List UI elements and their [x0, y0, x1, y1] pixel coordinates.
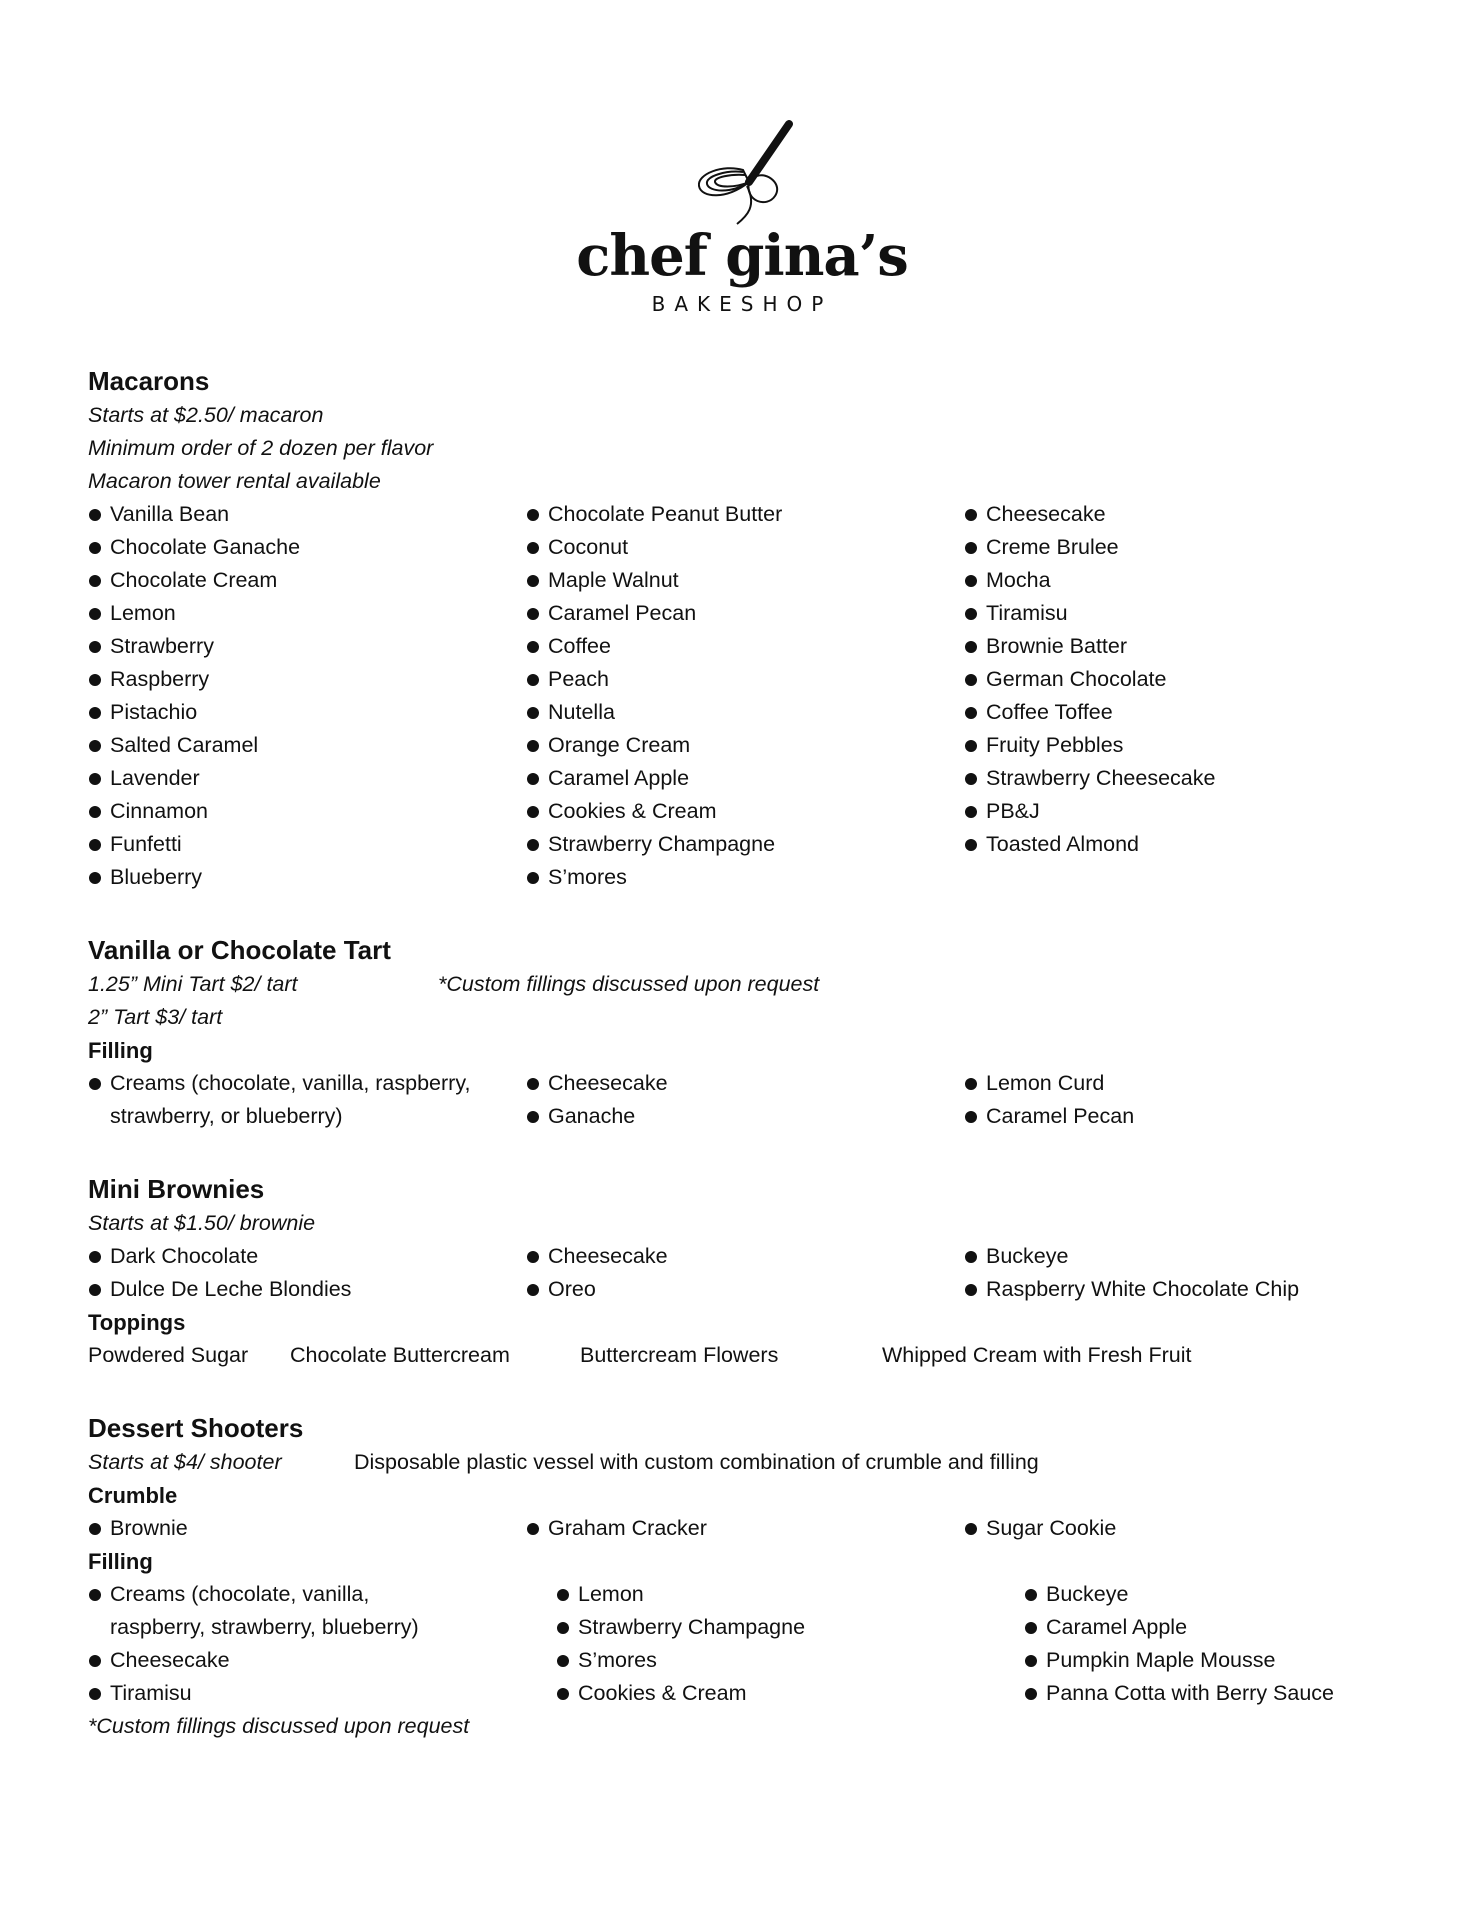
- shooters-col-1: [88, 1578, 556, 1710]
- list-item: Pistachio: [88, 696, 526, 729]
- shooters-price: Starts at $4/ shooter: [88, 1450, 282, 1474]
- list-item: Cheesecake: [526, 1240, 964, 1273]
- tart-mini-price: 1.25” Mini Tart $2/ tart: [88, 972, 298, 996]
- list-item: Raspberry White Chocolate Chip: [964, 1273, 1402, 1306]
- list-item: Peach: [526, 663, 964, 696]
- topping-item: Buttercream Flowers: [580, 1343, 779, 1367]
- list-item: Vanilla Bean: [88, 498, 526, 531]
- shooters-pricing-line: [88, 1446, 1428, 1479]
- list-item: Cookies & Cream: [556, 1677, 1024, 1710]
- list-item: Cheesecake: [526, 1067, 964, 1100]
- list-item: Ganache: [526, 1100, 964, 1133]
- list-item: Coconut: [526, 531, 964, 564]
- list-item: Funfetti: [88, 828, 526, 861]
- list-item: Coffee: [526, 630, 964, 663]
- brownies-price: Starts at $1.50/ brownie: [88, 1211, 316, 1235]
- list-item: Fruity Pebbles: [964, 729, 1402, 762]
- crumble-list: [88, 1512, 1428, 1545]
- brownies-col-3: [964, 1240, 1402, 1306]
- list-item: Lemon: [88, 597, 526, 630]
- list-item: PB&J: [964, 795, 1402, 828]
- list-item: Raspberry: [88, 663, 526, 696]
- topping-item: Chocolate Buttercream: [290, 1343, 510, 1367]
- list-item: Toasted Almond: [964, 828, 1402, 861]
- toppings-list: [88, 1339, 1428, 1372]
- tart-large-price: 2” Tart $3/ tart: [88, 1005, 223, 1029]
- shooters-section: [88, 1410, 1428, 1743]
- list-item: Cinnamon: [88, 795, 526, 828]
- topping-item: Powdered Sugar: [88, 1343, 249, 1367]
- macarons-section: [88, 363, 1428, 894]
- tart-col-2: [526, 1067, 964, 1133]
- crumble-title: Crumble: [88, 1483, 178, 1508]
- brownies-flavors: [88, 1240, 1428, 1306]
- brownies-section: [88, 1171, 1428, 1372]
- macarons-flavors: [88, 498, 1428, 894]
- list-item: Dark Chocolate: [88, 1240, 526, 1273]
- macarons-minimum: Minimum order of 2 dozen per flavor: [88, 436, 434, 460]
- tart-title: Vanilla or Chocolate Tart: [88, 935, 391, 965]
- tart-pricing-line: [88, 968, 1428, 1001]
- tart-custom-note: *Custom fillings discussed upon request: [438, 972, 820, 996]
- shooters-custom-note: *Custom fillings discussed upon request: [88, 1714, 470, 1738]
- macarons-tower: Macaron tower rental available: [88, 469, 381, 493]
- brownies-col-1: [88, 1240, 526, 1306]
- list-item: Caramel Pecan: [964, 1100, 1402, 1133]
- list-item: Lavender: [88, 762, 526, 795]
- list-item: Buckeye: [964, 1240, 1402, 1273]
- shooters-title: Dessert Shooters: [88, 1413, 304, 1443]
- shooters-description: Disposable plastic vessel with custom combination of crumble and filling: [354, 1450, 1039, 1474]
- shooters-col-3: [1024, 1578, 1424, 1710]
- list-item-continued: raspberry, strawberry, blueberry): [110, 1615, 419, 1639]
- macarons-col-3: [964, 498, 1402, 894]
- list-item: Tiramisu: [964, 597, 1402, 630]
- menu-content: [88, 363, 1428, 1743]
- brownies-title: Mini Brownies: [88, 1174, 265, 1204]
- list-item: Lemon Curd: [964, 1067, 1402, 1100]
- list-item: Creams (chocolate, vanilla, raspberry,: [88, 1067, 526, 1100]
- tart-section: [88, 932, 1428, 1133]
- macarons-col-2: [526, 498, 964, 894]
- list-item: Creams (chocolate, vanilla,: [88, 1578, 556, 1611]
- brand-logo: [0, 120, 1484, 316]
- list-item: Blueberry: [88, 861, 526, 894]
- list-item: S’mores: [526, 861, 964, 894]
- list-item: Strawberry Champagne: [556, 1611, 1024, 1644]
- list-item: Cookies & Cream: [526, 795, 964, 828]
- list-item: Lemon: [556, 1578, 1024, 1611]
- list-item: Nutella: [526, 696, 964, 729]
- list-item: Coffee Toffee: [964, 696, 1402, 729]
- list-item: Sugar Cookie: [964, 1512, 1402, 1545]
- list-item: S’mores: [556, 1644, 1024, 1677]
- list-item: Salted Caramel: [88, 729, 526, 762]
- list-item: Caramel Apple: [1024, 1611, 1424, 1644]
- tart-filling-title: Filling: [88, 1038, 153, 1063]
- list-item: Panna Cotta with Berry Sauce: [1024, 1677, 1424, 1710]
- shooters-col-2: [556, 1578, 1024, 1710]
- list-item: Caramel Pecan: [526, 597, 964, 630]
- list-item: Maple Walnut: [526, 564, 964, 597]
- tart-fillings: [88, 1067, 1428, 1133]
- list-item: German Chocolate: [964, 663, 1402, 696]
- brand-name: chef gina’s: [576, 223, 908, 289]
- list-item: Oreo: [526, 1273, 964, 1306]
- brownies-col-2: [526, 1240, 964, 1306]
- list-item-continued: strawberry, or blueberry): [110, 1104, 343, 1128]
- list-item: Orange Cream: [526, 729, 964, 762]
- brand-subtitle: BAKESHOP: [651, 292, 833, 316]
- list-item: Tiramisu: [88, 1677, 556, 1710]
- macarons-col-1: [88, 498, 526, 894]
- list-item: Brownie: [88, 1512, 526, 1545]
- macarons-price: Starts at $2.50/ macaron: [88, 403, 324, 427]
- list-item: Chocolate Cream: [88, 564, 526, 597]
- tart-col-1: [88, 1067, 526, 1133]
- whisk-icon: [687, 120, 797, 230]
- shooters-fillings: [88, 1578, 1428, 1710]
- list-item: Strawberry Champagne: [526, 828, 964, 861]
- shooters-filling-title: Filling: [88, 1549, 153, 1574]
- list-item: Buckeye: [1024, 1578, 1424, 1611]
- list-item: Cheesecake: [964, 498, 1402, 531]
- tart-col-3: [964, 1067, 1402, 1133]
- topping-item: Whipped Cream with Fresh Fruit: [882, 1343, 1192, 1367]
- list-item: Creme Brulee: [964, 531, 1402, 564]
- list-item: Strawberry Cheesecake: [964, 762, 1402, 795]
- list-item: Strawberry: [88, 630, 526, 663]
- list-item: Brownie Batter: [964, 630, 1402, 663]
- list-item: Cheesecake: [88, 1644, 556, 1677]
- list-item: Caramel Apple: [526, 762, 964, 795]
- list-item: Dulce De Leche Blondies: [88, 1273, 526, 1306]
- list-item: Chocolate Peanut Butter: [526, 498, 964, 531]
- toppings-title: Toppings: [88, 1310, 186, 1335]
- list-item: Pumpkin Maple Mousse: [1024, 1644, 1424, 1677]
- list-item: Mocha: [964, 564, 1402, 597]
- macarons-title: Macarons: [88, 366, 210, 396]
- list-item: Graham Cracker: [526, 1512, 964, 1545]
- list-item: Chocolate Ganache: [88, 531, 526, 564]
